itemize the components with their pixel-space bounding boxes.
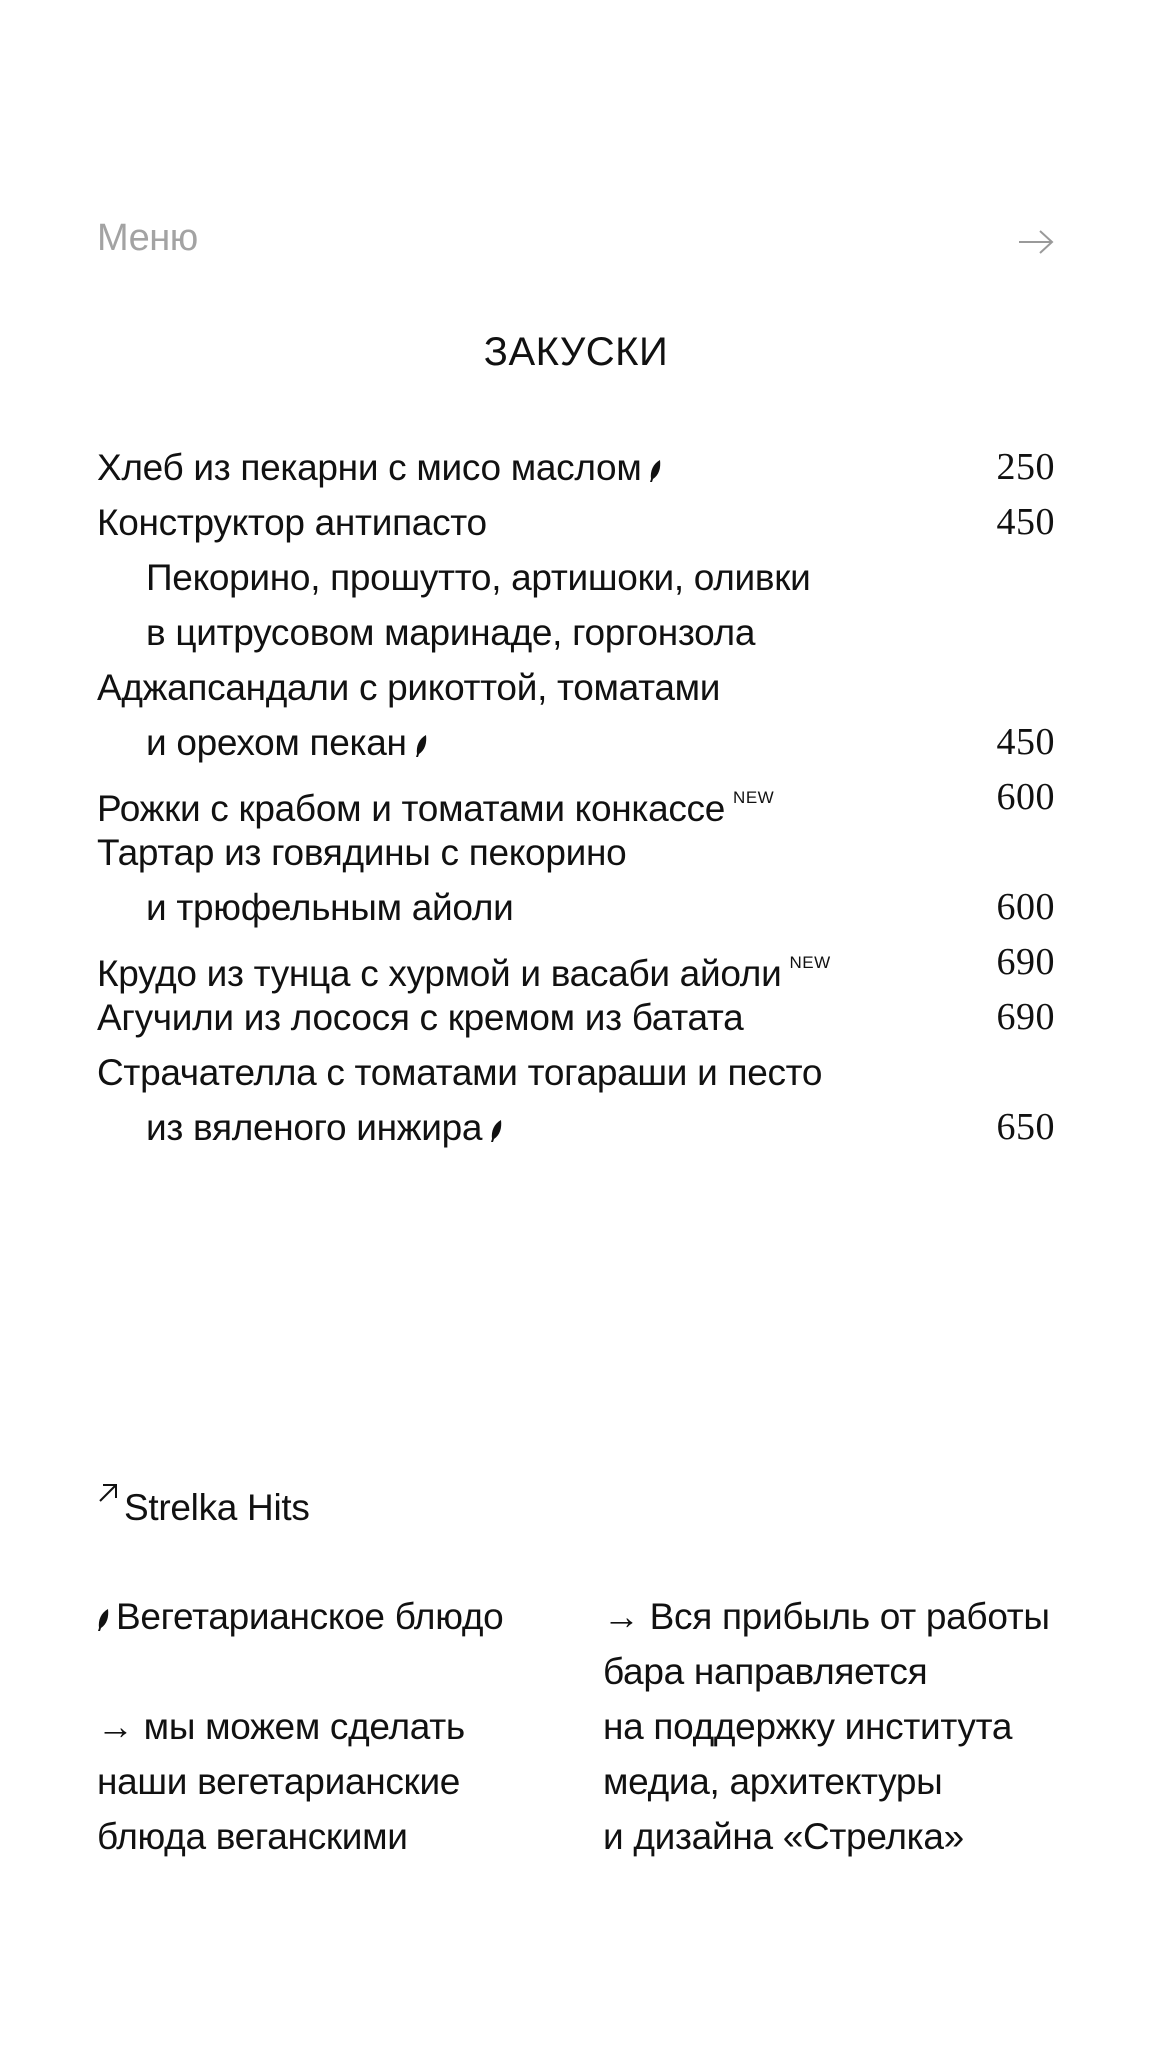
leaf-icon [415, 734, 428, 758]
menu-back-link[interactable]: Меню [97, 217, 198, 259]
menu-item-name-wrap [97, 440, 662, 495]
menu-item-name: Агучили из лосося с кремом из батата [97, 997, 744, 1038]
menu-item-name: и трюфельным айоли [146, 887, 514, 928]
menu-item-price: 450 [996, 721, 1055, 763]
menu-item-description-line: в цитрусовом маринаде, горгонзола [146, 612, 756, 653]
menu-item-name: Рожки с крабом и томатами конкассе [97, 788, 726, 829]
vegetarian-legend-label: Вегетарианское блюдо [116, 1596, 504, 1637]
arrow-up-right-icon [97, 1482, 119, 1504]
menu-item-name: из вяленого инжира [146, 1107, 483, 1148]
menu-list [97, 440, 1055, 1155]
menu-item-price: 650 [996, 1106, 1055, 1148]
strelka-hits-link[interactable] [97, 1478, 310, 1538]
menu-item-price: 690 [996, 941, 1055, 983]
vegetarian-legend [97, 1589, 587, 1644]
menu-item [97, 770, 1055, 829]
spacer [97, 1644, 587, 1699]
leaf-icon [97, 1608, 110, 1632]
menu-item-name: Хлеб из пекарни с мисо маслом [97, 447, 642, 488]
vegan-note-line: блюда веганскими [97, 1816, 408, 1857]
profit-note-line: и дизайна «Стрелка» [603, 1816, 964, 1857]
new-badge: NEW [733, 788, 775, 807]
strelka-hits-label: Strelka Hits [124, 1487, 310, 1528]
top-nav [97, 213, 1055, 273]
arrow-right-icon[interactable] [1017, 227, 1055, 257]
leaf-icon [490, 1119, 503, 1143]
menu-item [97, 825, 1055, 880]
menu-item-price: 600 [996, 886, 1055, 928]
menu-item-name: Крудо из тунца с хурмой и васаби айоли [97, 953, 782, 994]
profit-note-line: → Вся прибыль от работы [603, 1596, 1050, 1637]
menu-item-name: Страчателла с томатами тогараши и песто [97, 1052, 823, 1093]
menu-item-continued [97, 880, 1055, 935]
menu-item-price: 690 [996, 996, 1055, 1038]
menu-item-price: 250 [996, 446, 1055, 488]
menu-item [97, 1045, 1055, 1100]
menu-item-continued [97, 1100, 1055, 1155]
profit-note-line: на поддержку института [603, 1706, 1013, 1747]
menu-item-price: 450 [996, 501, 1055, 543]
menu-item-name: Конструктор антипасто [97, 502, 487, 543]
section-title: ЗАКУСКИ [483, 330, 669, 374]
menu-item [97, 495, 1055, 550]
menu-item-description [97, 605, 1055, 660]
menu-item-name: и орехом пекан [146, 722, 407, 763]
menu-item-name: Тартар из говядины с пекорино [97, 832, 627, 873]
menu-item [97, 660, 1055, 715]
menu-item-description [97, 550, 1055, 605]
menu-item [97, 935, 1055, 994]
leaf-icon [649, 459, 662, 483]
profit-note-line: бара направляется [603, 1651, 928, 1692]
profit-note [603, 1589, 1123, 1864]
menu-item-name: Аджапсандали с рикоттой, томатами [97, 667, 721, 708]
vegan-note-line: наши вегетарианские [97, 1761, 461, 1802]
menu-item-description-line: Пекорино, прошутто, артишоки, оливки [146, 557, 811, 598]
menu-item-price: 600 [996, 776, 1055, 818]
legend-notes [97, 1589, 587, 1864]
new-badge: NEW [789, 953, 831, 972]
vegan-note-line: → мы можем сделать [97, 1706, 465, 1747]
menu-item-name-wrap [146, 1100, 503, 1155]
menu-item [97, 440, 1055, 495]
menu-item [97, 990, 1055, 1045]
menu-item-name-wrap [146, 715, 428, 770]
profit-note-line: медиа, архитектуры [603, 1761, 943, 1802]
menu-item-continued [97, 715, 1055, 770]
